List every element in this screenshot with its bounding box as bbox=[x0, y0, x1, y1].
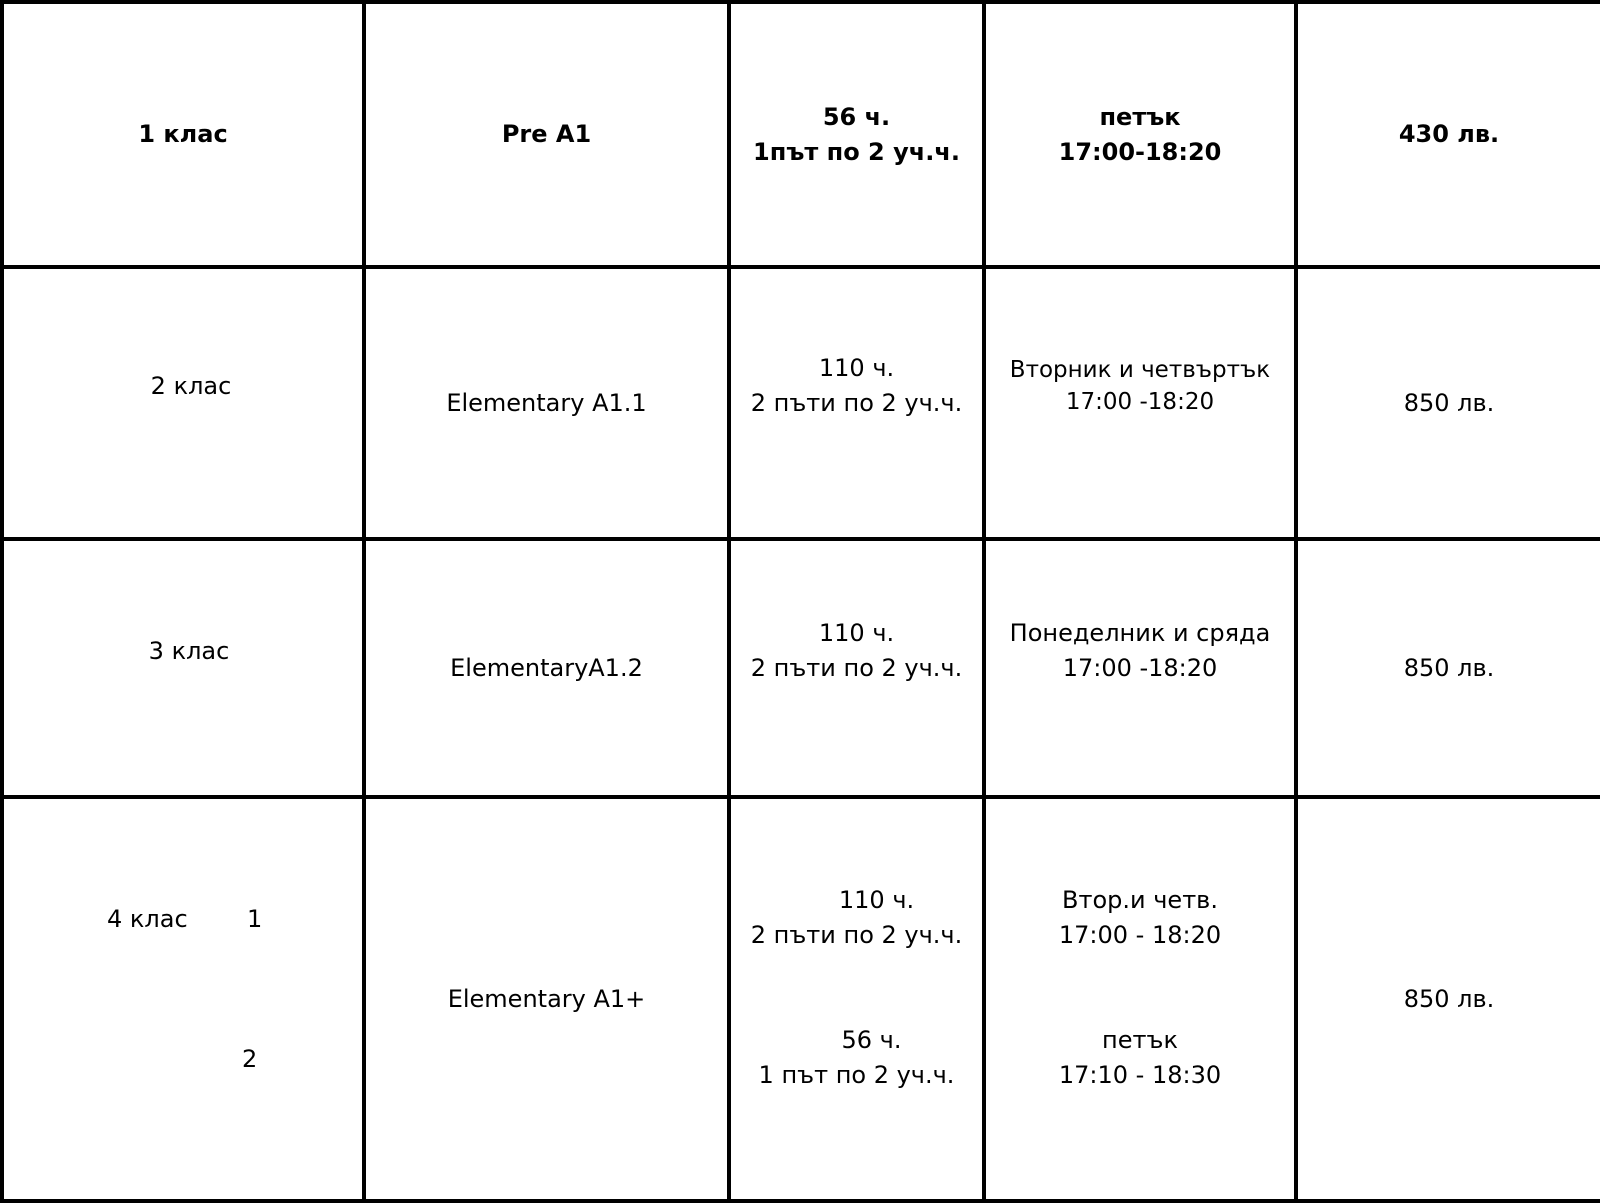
level-cell bbox=[364, 267, 729, 539]
grade-cell bbox=[2, 539, 364, 797]
price-label: 850 лв. bbox=[1403, 388, 1495, 417]
hours-cell bbox=[729, 797, 984, 1201]
level-label: Elementary A1.1 bbox=[446, 388, 647, 417]
schedule-cell bbox=[984, 797, 1296, 1201]
time-label: 17:10 - 18:30 bbox=[1058, 1061, 1222, 1089]
level-cell bbox=[364, 539, 729, 797]
price-cell bbox=[1296, 797, 1600, 1201]
level-label: Elementary A1+ bbox=[447, 984, 646, 1013]
schedule-cell bbox=[984, 539, 1296, 797]
frequency-label: 2 пъти по 2 уч.ч. bbox=[750, 389, 963, 417]
level-cell bbox=[364, 797, 729, 1201]
price-label: 850 лв. bbox=[1403, 653, 1495, 682]
time-label: 17:00 - 18:20 bbox=[1058, 921, 1222, 949]
grade-label: 3 клас bbox=[148, 636, 230, 665]
day-label: петък bbox=[1099, 102, 1181, 131]
level-label: Pre A1 bbox=[501, 120, 592, 148]
table-row bbox=[2, 797, 1600, 1201]
price-cell bbox=[1296, 2, 1600, 267]
table-row bbox=[2, 2, 1600, 267]
time-label: 17:00-18:20 bbox=[1058, 137, 1222, 166]
price-cell bbox=[1296, 539, 1600, 797]
hours-label: 56 ч. bbox=[822, 102, 891, 131]
frequency-label: 2 пъти по 2 уч.ч. bbox=[750, 921, 963, 949]
schedule-cell bbox=[984, 2, 1296, 267]
level-cell bbox=[364, 2, 729, 267]
table-row bbox=[2, 539, 1600, 797]
day-label: Понеделник и сряда bbox=[1009, 619, 1271, 647]
time-label: 17:00 -18:20 bbox=[1062, 654, 1218, 682]
hours-label: 110 ч. bbox=[818, 354, 895, 382]
frequency-label: 1 път по 2 уч.ч. bbox=[758, 1061, 955, 1089]
hours-cell bbox=[729, 2, 984, 267]
grade-label: 2 клас bbox=[150, 371, 232, 400]
grade-cell bbox=[2, 267, 364, 539]
hours-label: 56 ч. bbox=[841, 1026, 902, 1054]
hours-cell bbox=[729, 539, 984, 797]
schedule-cell bbox=[984, 267, 1296, 539]
price-cell bbox=[1296, 267, 1600, 539]
price-label: 430 лв. bbox=[1398, 120, 1500, 148]
grade-cell bbox=[2, 797, 364, 1201]
day-label: Втор.и четв. bbox=[1062, 886, 1218, 914]
table-row bbox=[2, 267, 1600, 539]
group-number: 2 bbox=[242, 1045, 258, 1073]
day-label: петък bbox=[1102, 1026, 1178, 1054]
frequency-label: 1път по 2 уч.ч. bbox=[753, 137, 960, 166]
grade-cell bbox=[2, 2, 364, 267]
hours-cell bbox=[729, 267, 984, 539]
grade-label: 1 клас bbox=[138, 120, 228, 148]
price-label: 850 лв. bbox=[1403, 984, 1495, 1013]
grade-label: 4 клас bbox=[107, 905, 188, 933]
level-label: ElementaryA1.2 bbox=[450, 653, 643, 682]
hours-label: 110 ч. bbox=[838, 886, 915, 914]
group-number: 1 bbox=[247, 905, 263, 933]
frequency-label: 2 пъти по 2 уч.ч. bbox=[750, 654, 963, 682]
time-label: 17:00 -18:20 bbox=[1065, 389, 1215, 415]
hours-label: 110 ч. bbox=[818, 619, 895, 647]
day-label: Вторник и четвъртък bbox=[1009, 357, 1271, 383]
